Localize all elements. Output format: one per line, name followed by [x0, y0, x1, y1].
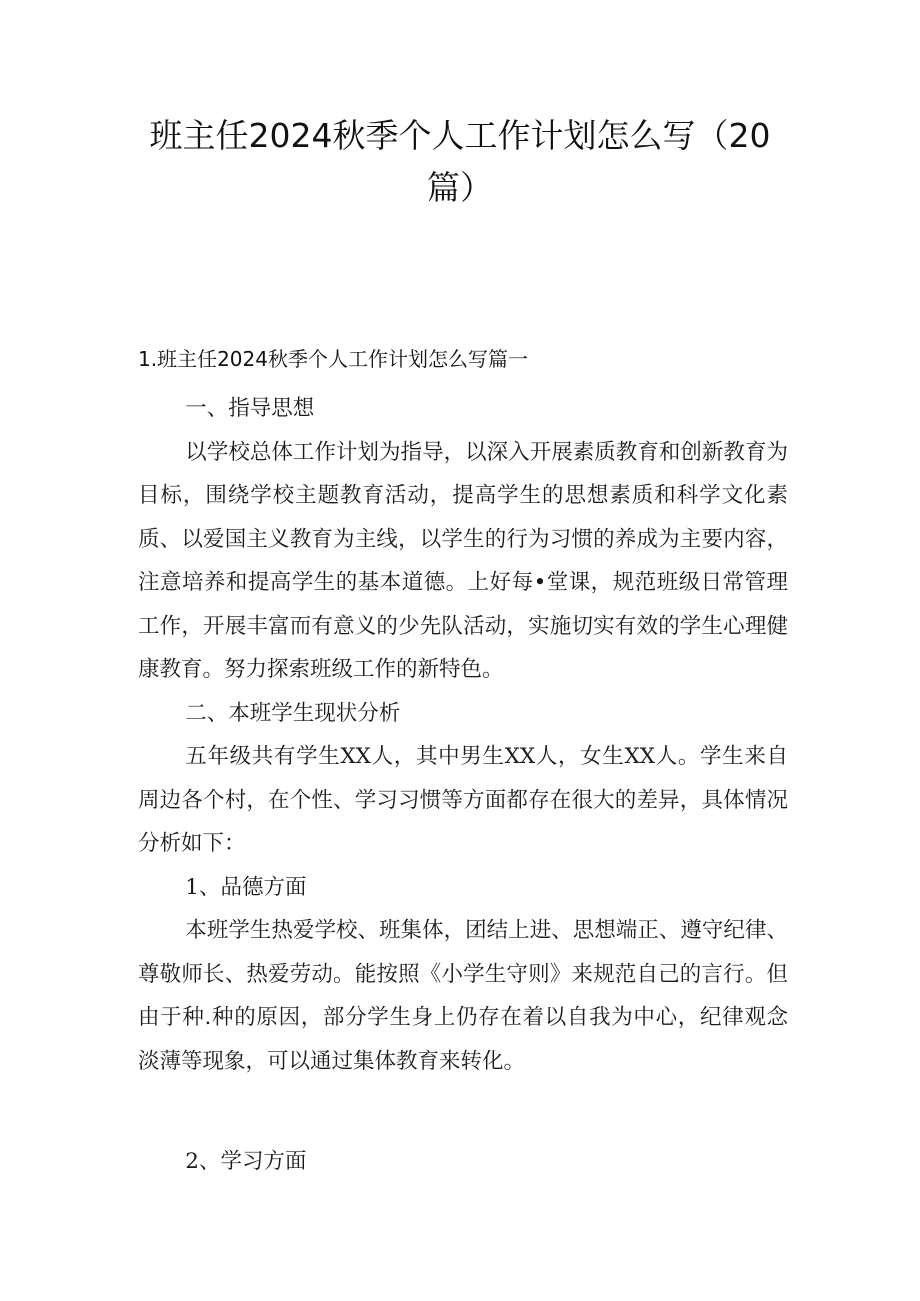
document-title [120, 110, 800, 214]
paragraph-moral-aspect: 本班学生热爱学校、班集体，团结上进、思想端正、遵守纪律、尊敬师长、热爱劳动。能按照《小学生守则》来规范自己的言行。但由于种.种的原因，部分学生身上仍存在着以自我为中心，纪律观念淡薄等现象，可以通过集体教育来转化。 [138, 918, 788, 1074]
document-body [138, 387, 788, 1083]
heading-moral-aspect: 1、品德方面 [185, 874, 307, 900]
title-line-2: 篇） [427, 168, 493, 207]
heading-guiding-ideology: 一、指导思想 [185, 396, 315, 421]
paragraph-guiding-ideology: 以学校总体工作计划为指导，以深入开展素质教育和创新教育为目标，围绕学校主题教育活动，提高学生的思想素质和科学文化素质、以爱国主义教育为主线，以学生的行为习惯的养成为主要内容，注意培养和提高学生的基本道德。上好每•堂课，规范班级日常管理工作，开展丰富而有意义的少先队活动，实施切实有效的学生心理健康教育。努力探索班级工作的新特色。 [138, 439, 788, 682]
section-title: 1.班主任2024秋季个人工作计划怎么写篇一 [138, 347, 528, 371]
heading-study-aspect: 2、学习方面 [185, 1149, 307, 1174]
heading-class-analysis: 二、本班学生现状分析 [185, 700, 401, 726]
document-body-continued [138, 1140, 788, 1184]
title-line-1: 班主任2024秋季个人工作计划怎么写（20 [149, 116, 771, 155]
paragraph-class-analysis: 五年级共有学生XX人，其中男生XX人，女生XX人。学生来自周边各个村，在个性、学习习惯等方面都存在很大的差异，具体情况分析如下： [138, 744, 788, 856]
